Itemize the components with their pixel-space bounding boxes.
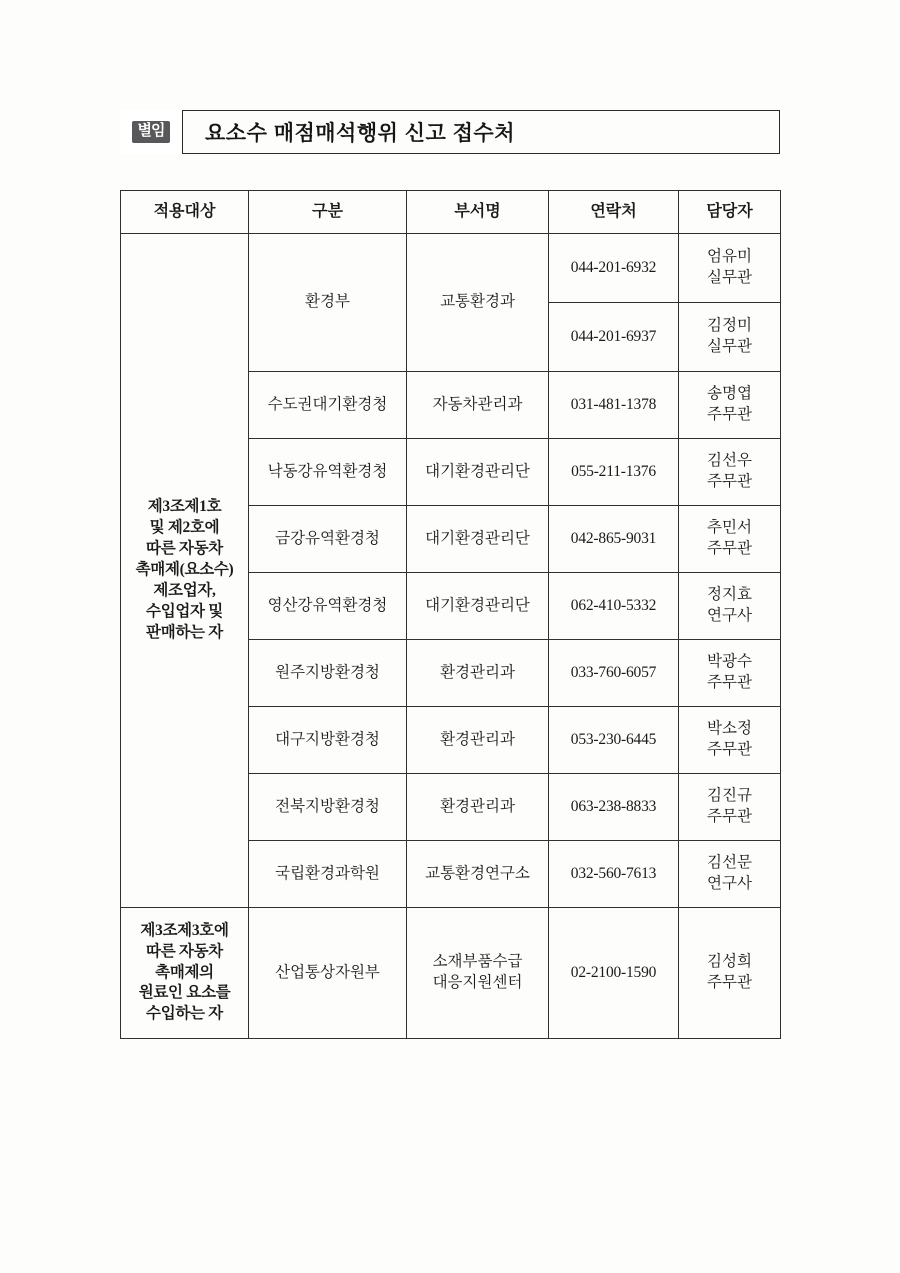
department-cell: 교통환경연구소 (407, 841, 549, 908)
column-header-person: 담당자 (679, 191, 781, 234)
department-cell: 자동차관리과 (407, 372, 549, 439)
document-title-row (120, 110, 780, 154)
department-line: 소재부품수급 (432, 953, 523, 971)
target-line: 따른 자동차 (146, 942, 223, 960)
person-title: 실무관 (707, 338, 752, 355)
department-cell: 환경관리과 (407, 774, 549, 841)
person-cell (679, 303, 781, 372)
person-title: 주무관 (707, 741, 752, 758)
division-cell: 낙동강유역환경청 (249, 439, 407, 506)
person-name: 김진규 (707, 787, 752, 805)
table-header (121, 191, 781, 234)
contact-table (120, 190, 781, 1039)
target-line: 원료인 요소를 (138, 984, 231, 1002)
tel-cell: 042-865-9031 (549, 506, 679, 573)
table-body (121, 234, 781, 1039)
tel-cell: 044-201-6937 (549, 303, 679, 372)
table-header-row (121, 191, 781, 234)
attachment-badge-label: 별임 (132, 121, 171, 143)
person-name: 엄유미 (707, 248, 752, 266)
title-badge (120, 110, 182, 154)
target-line: 수입하는 자 (146, 1005, 223, 1023)
target-line: 수입업자 및 (146, 602, 223, 620)
person-cell (679, 908, 781, 1039)
target-line: 판매하는 자 (146, 623, 223, 641)
title-box (182, 110, 780, 154)
target-line: 제3조제1호 (147, 498, 222, 516)
person-cell (679, 439, 781, 506)
target-line: 따른 자동차 (146, 540, 223, 558)
division-cell: 국립환경과학원 (249, 841, 407, 908)
department-line: 대응지원센터 (432, 974, 523, 991)
department-cell: 교통환경과 (407, 234, 549, 372)
target-line: 및 제2호에 (149, 519, 220, 537)
division-cell: 영산강유역환경청 (249, 573, 407, 640)
person-name: 김선우 (707, 452, 752, 470)
person-cell (679, 506, 781, 573)
person-cell (679, 707, 781, 774)
division-cell: 금강유역환경청 (249, 506, 407, 573)
person-name: 김성희 (707, 953, 752, 971)
target-line: 촉매제(요소수) (135, 561, 234, 579)
column-header-tel: 연락처 (549, 191, 679, 234)
person-title: 주무관 (707, 473, 752, 490)
division-cell: 환경부 (249, 234, 407, 372)
division-cell: 수도권대기환경청 (249, 372, 407, 439)
person-name: 김선문 (707, 854, 752, 872)
tel-cell: 02-2100-1590 (549, 908, 679, 1039)
target-group-2 (121, 908, 249, 1039)
person-title: 연구사 (707, 607, 752, 624)
department-cell: 대기환경관리단 (407, 506, 549, 573)
tel-cell: 031-481-1378 (549, 372, 679, 439)
tel-cell: 053-230-6445 (549, 707, 679, 774)
division-cell: 원주지방환경청 (249, 640, 407, 707)
tel-cell: 063-238-8833 (549, 774, 679, 841)
tel-cell: 055-211-1376 (549, 439, 679, 506)
column-header-target: 적용대상 (121, 191, 249, 234)
division-cell: 산업통상자원부 (249, 908, 407, 1039)
department-cell: 대기환경관리단 (407, 573, 549, 640)
person-cell (679, 640, 781, 707)
person-title: 주무관 (707, 974, 752, 991)
tel-cell: 044-201-6932 (549, 234, 679, 303)
person-cell (679, 841, 781, 908)
tel-cell: 032-560-7613 (549, 841, 679, 908)
page-title: 요소수 매점매석행위 신고 접수처 (205, 122, 516, 145)
department-cell: 환경관리과 (407, 640, 549, 707)
person-name: 박광수 (707, 653, 752, 671)
person-cell (679, 774, 781, 841)
person-title: 연구사 (707, 875, 752, 892)
person-name: 송명엽 (707, 385, 752, 403)
target-group-1 (121, 234, 249, 908)
person-cell (679, 234, 781, 303)
person-title: 주무관 (707, 808, 752, 825)
department-cell: 대기환경관리단 (407, 439, 549, 506)
person-name: 김정미 (707, 317, 752, 335)
department-cell: 환경관리과 (407, 707, 549, 774)
person-title: 주무관 (707, 540, 752, 557)
person-name: 추민서 (707, 519, 752, 537)
person-title: 실무관 (707, 269, 752, 286)
tel-cell: 062-410-5332 (549, 573, 679, 640)
target-line: 촉매제의 (155, 963, 214, 981)
target-line: 제3조제3호에 (140, 921, 229, 939)
person-cell (679, 372, 781, 439)
person-cell (679, 573, 781, 640)
table-row (121, 234, 781, 303)
division-cell: 대구지방환경청 (249, 707, 407, 774)
person-name: 정지효 (707, 586, 752, 604)
tel-cell: 033-760-6057 (549, 640, 679, 707)
division-cell: 전북지방환경청 (249, 774, 407, 841)
person-name: 박소정 (707, 720, 752, 738)
department-cell (407, 908, 549, 1039)
person-title: 주무관 (707, 406, 752, 423)
column-header-division: 구분 (249, 191, 407, 234)
target-line: 제조업자, (153, 581, 216, 599)
person-title: 주무관 (707, 674, 752, 691)
table-row (121, 908, 781, 1039)
column-header-department: 부서명 (407, 191, 549, 234)
